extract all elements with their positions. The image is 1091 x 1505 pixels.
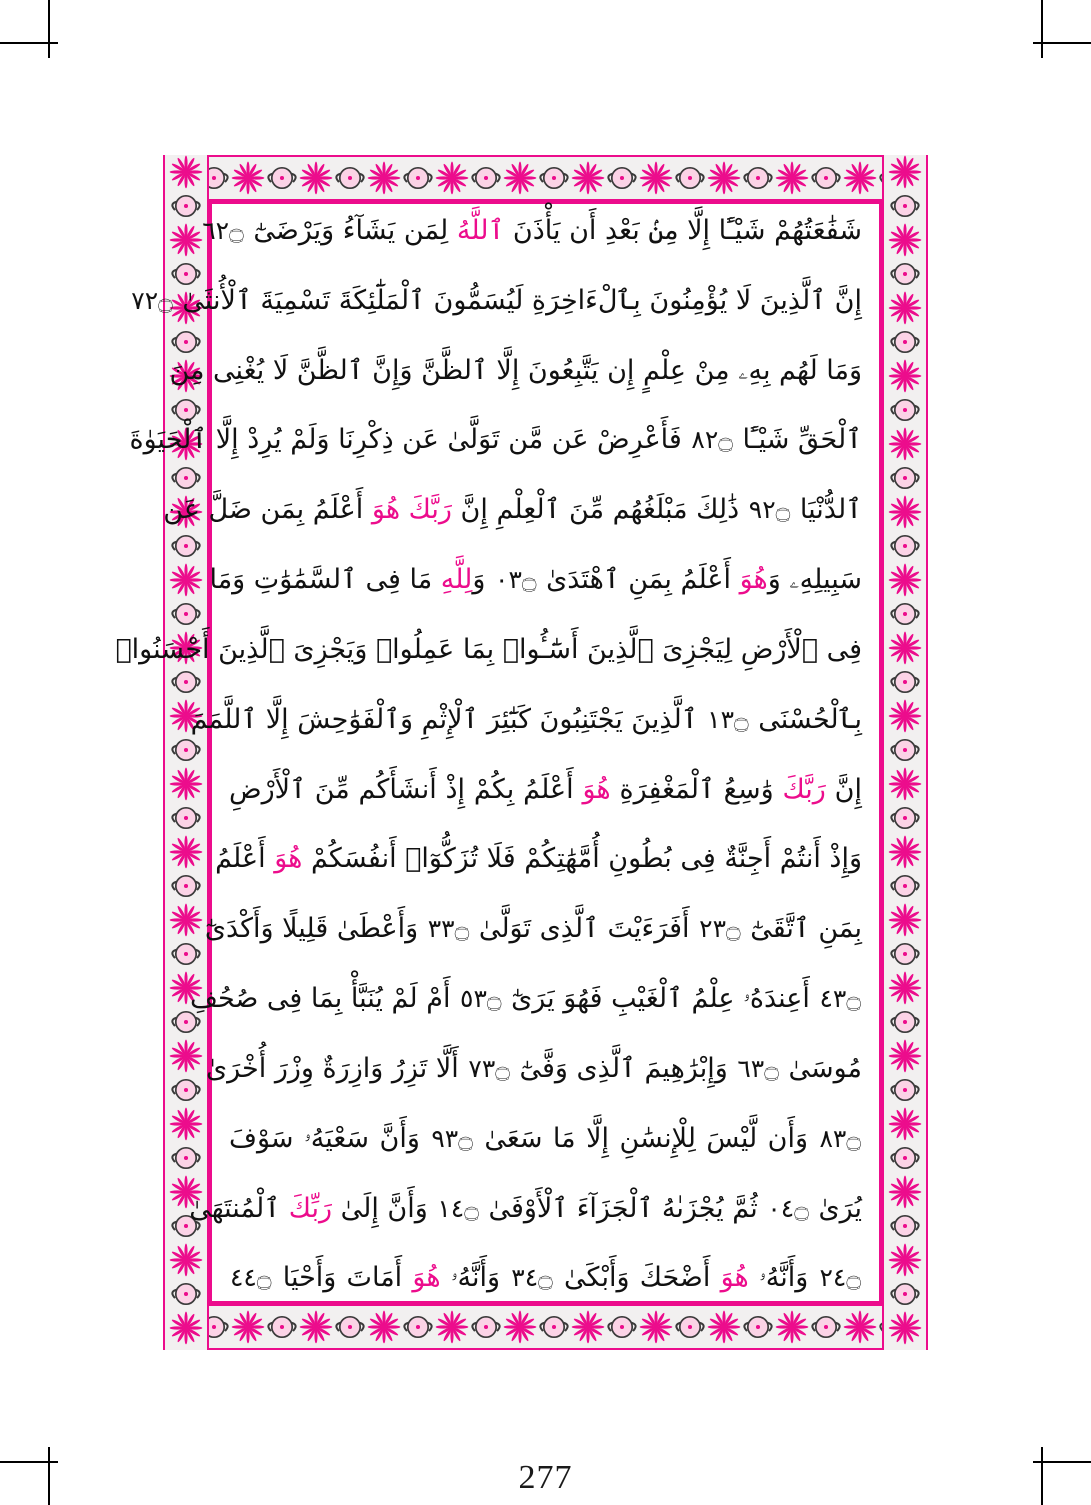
highlighted-word: هُوَ (720, 1262, 749, 1294)
quran-text-run: إِنَّ ٱلَّذِينَ لَا يُؤْمِنُونَ بِٱلْءَاخِرَةِ لَيُسَمُّونَ ٱلْمَلَٰٓئِكَةَ تَسْمِيَةَ ٱلْأُنثَىٰ (173, 284, 862, 316)
quran-text-run: وَمَا لَهُم بِهِۦ مِنْ عِلْمٍ إِن يَتَّبِعُونَ إِلَّا ٱلظَّنَّ وَإِنَّ ٱلظَّنَّ لَا يُغْنِى مِنَ (169, 354, 862, 386)
ayah-number-marker: ۝٣١ (707, 704, 749, 734)
ayah-number-marker: ۝٤١ (437, 1193, 479, 1223)
highlighted-word: هُوَ (582, 773, 611, 805)
ayah-number-marker: ۝٤٤ (230, 1263, 272, 1293)
highlighted-word: هُوَ (412, 1262, 441, 1294)
quran-text-run: مَا فِى ٱلسَّمَٰوَٰتِ وَمَا (209, 564, 441, 596)
ayah-number-marker: ۝٤٣ (511, 1263, 553, 1293)
ayah-number-marker: ۝٢٨ (691, 425, 733, 455)
quran-text-run: أَعْلَمُ (215, 843, 275, 875)
ayah-number-marker: ۝٣٥ (460, 984, 502, 1014)
quran-line (129, 424, 862, 456)
highlighted-word: لِلَّهِ (440, 564, 473, 596)
decorative-page-frame (115, 155, 928, 1350)
border-ornament-right (882, 155, 928, 1350)
quran-text-run: وَأَنَّ سَعْيَهُۥ سَوْفَ (229, 1122, 431, 1154)
quran-text-run: وَ (472, 564, 495, 596)
highlighted-word: ٱللَّهُ (456, 215, 505, 246)
ayah-number-marker: ۝٢٦ (202, 216, 244, 245)
quran-text-run: ذَٰلِكَ مَبْلَغُهُم مِّنَ ٱلْعِلْمِ إِنَّ (451, 494, 748, 526)
crop-mark-top-right-horizontal (1033, 42, 1091, 44)
quran-text-run: يُرَىٰ (809, 1192, 862, 1224)
quran-text-run: أَعْلَمُ بِكُمْ إِذْ أَنشَأَكُم مِّنَ ٱلْأَرْضِ (229, 773, 583, 805)
quran-line (169, 354, 862, 386)
crop-mark-top-left-vertical (48, 0, 50, 58)
quran-text-run: أَفَرَءَيْتَ ٱلَّذِى تَوَلَّىٰ (470, 913, 699, 945)
ayah-number-marker: ۝٤٠ (767, 1193, 809, 1223)
quran-line (115, 633, 862, 665)
quran-text-run: أَلَّا تَزِرُ وَازِرَةٌ وِزْرَ أُخْرَىٰ (206, 1052, 468, 1084)
quran-text-run: بِٱلْحُسْنَى (749, 703, 862, 735)
ayah-number-marker: ۝٣٩ (431, 1123, 473, 1153)
highlighted-word: رَبِّكَ (288, 1192, 332, 1224)
border-ornament-bottom (163, 1304, 928, 1350)
highlighted-word: هُوَ (274, 843, 303, 875)
quran-line (202, 215, 862, 246)
quran-text-run: وَأَن لَّيْسَ لِلْإِنسَٰنِ إِلَّا مَا سَعَىٰ (473, 1122, 819, 1154)
quran-line (131, 284, 862, 316)
page-number: 277 (518, 1459, 573, 1496)
quran-text-run: وَإِبْرَٰهِيمَ ٱلَّذِى وَفَّىٰٓ (510, 1052, 737, 1084)
quran-line (204, 913, 862, 945)
quran-text-run: أَعْلَمُ بِمَنِ ٱهْتَدَىٰ (537, 564, 740, 596)
ayah-number-marker: ۝٤٢ (819, 1263, 861, 1293)
quran-line (163, 494, 862, 526)
ayah-number-marker: ۝٣٤ (819, 984, 861, 1014)
quran-text-run: مُوسَىٰ (779, 1052, 862, 1084)
quran-line (206, 1052, 862, 1084)
quran-text-run: ٱلدُّنْيَا (791, 494, 862, 526)
quran-text-run: بِمَنِ ٱتَّقَىٰٓ (741, 913, 862, 945)
quran-line (229, 773, 862, 805)
quran-text-run: ٱلْمُنتَهَىٰ (189, 1192, 289, 1224)
highlighted-word: هُوَ (739, 564, 768, 596)
ayah-number-marker: ۝٣٣ (427, 914, 470, 944)
quran-text-run: أَمْ لَمْ يُنَبَّأْ بِمَا فِى صُحُفِ (190, 983, 460, 1015)
quran-text-run: أَعِندَهُۥ عِلْمُ ٱلْغَيْبِ فَهُوَ يَرَىٰٓ (502, 983, 819, 1015)
quran-text-run: فِى ٱلْأَرْضِ لِيَجْزِىَ ٱلَّذِينَ أَسَٰٓـُٔوا۟ بِمَا عَمِلُوا۟ وَيَجْزِىَ ٱلَّذِينَ أَحْسَنُوا۟ (115, 633, 862, 665)
quran-text-run: ٱلَّذِينَ يَجْتَنِبُونَ كَبَٰٓئِرَ ٱلْإِثْمِ وَٱلْفَوَٰحِشَ إِلَّا ٱللَّمَمَ (190, 703, 707, 735)
quran-line (229, 1264, 862, 1292)
quran-text-run: أَضْحَكَ وَأَبْكَىٰ (553, 1262, 721, 1294)
ayah-number-marker: ۝٣٦ (737, 1053, 779, 1083)
quran-text-run: لِمَن يَشَآءُ وَيَرْضَىٰٓ (244, 215, 457, 246)
quran-text-run: وَأَنَّ إِلَىٰ (332, 1192, 437, 1224)
quran-text-run: وَأَنَّهُۥ (440, 1262, 511, 1294)
highlighted-word: رَبَّكَ هُوَ (371, 494, 452, 526)
highlighted-word: رَبَّكَ (782, 773, 826, 805)
quran-text-run: وَإِذْ أَنتُمْ أَجِنَّةٌ فِى بُطُونِ أُمَّهَٰتِكُمْ فَلَا تُزَكُّوٓا۟ أَنفُسَكُمْ (302, 843, 862, 875)
ayah-number-marker: ۝٣٠ (495, 565, 537, 595)
quran-line (229, 1122, 862, 1154)
ayah-number-marker: ۝٣٢ (699, 914, 741, 944)
quran-text-run: وَأَنَّهُۥ (748, 1262, 819, 1294)
ayah-number-marker: ۝٣٨ (819, 1123, 861, 1153)
quran-text-run: وَأَعْطَىٰ قَلِيلًا وَأَكْدَىٰٓ (204, 913, 427, 945)
quran-text-run: شَفَٰعَتُهُمْ شَيْـًٔا إِلَّا مِنۢ بَعْدِ أَن يَأْذَنَ (504, 215, 862, 246)
crop-mark-top-right-vertical (1041, 0, 1043, 58)
quran-text-run: ثُمَّ يُجْزَىٰهُ ٱلْجَزَآءَ ٱلْأَوْفَىٰ (479, 1192, 767, 1224)
border-ornament-top (163, 155, 928, 201)
quran-text-run: سَبِيلِهِۦ وَ (767, 564, 862, 596)
crop-mark-top-left-horizontal (0, 42, 58, 44)
quran-text-run: ٱلْحَقِّ شَيْـًٔا (733, 424, 862, 456)
border-ornament-left (163, 155, 209, 1350)
ayah-number-marker: ۝٢٩ (748, 495, 791, 525)
quran-text-run: إِنَّ (825, 773, 862, 805)
quran-line (189, 1192, 862, 1224)
quran-text-run: وَٰسِعُ ٱلْمَغْفِرَةِ (610, 773, 783, 805)
quran-line (209, 564, 862, 596)
ayah-number-marker: ۝٢٧ (131, 285, 173, 315)
quran-line (190, 703, 862, 735)
quran-text-run: أَمَاتَ وَأَحْيَا (272, 1262, 413, 1294)
quran-line (215, 843, 862, 875)
ayah-number-marker: ۝٣٧ (468, 1053, 510, 1083)
quran-text-run: أَعْلَمُ بِمَن ضَلَّ عَن (163, 494, 372, 526)
quran-text-run: فَأَعْرِضْ عَن مَّن تَوَلَّىٰ عَن ذِكْرِنَا وَلَمْ يُرِدْ إِلَّا ٱلْحَيَوٰةَ (129, 424, 691, 456)
quran-text-block (115, 207, 876, 1298)
quran-line (190, 983, 862, 1015)
